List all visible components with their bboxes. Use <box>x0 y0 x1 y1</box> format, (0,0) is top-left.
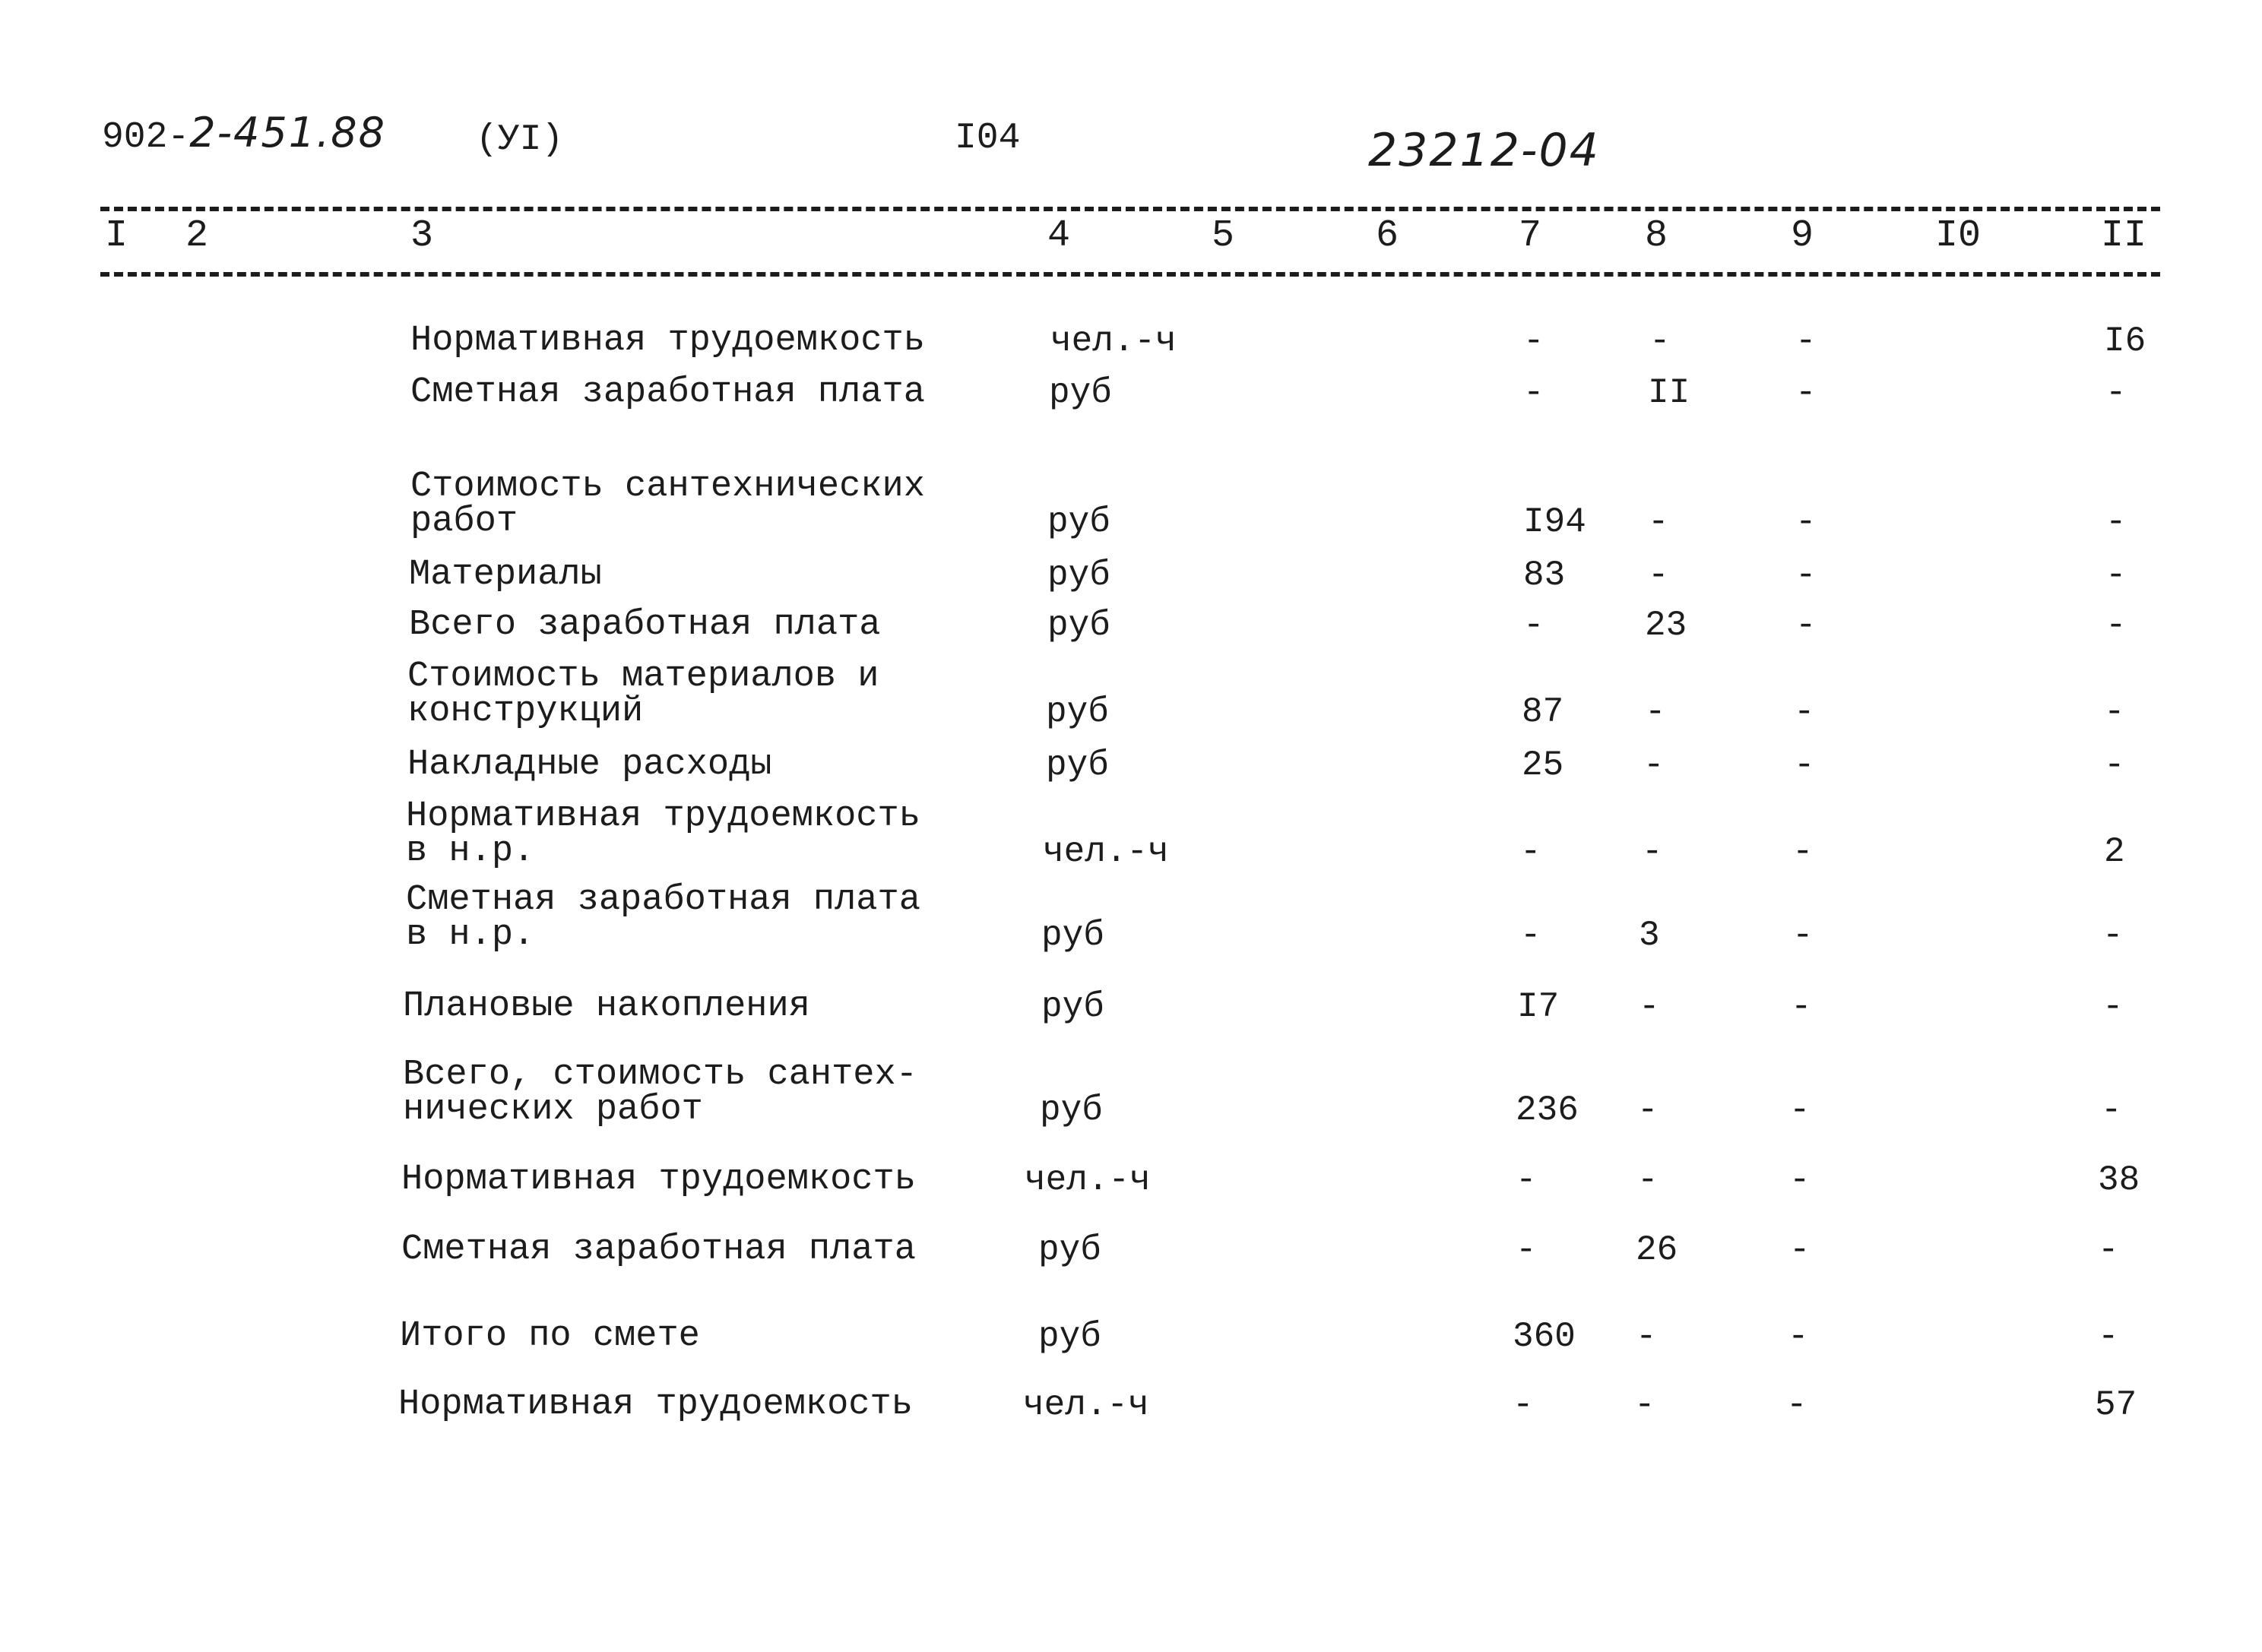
row-col8: 3 <box>1639 916 1660 955</box>
row-col11: - <box>2104 692 2125 732</box>
row-col8: II <box>1648 373 1690 413</box>
col-number-10: I0 <box>1935 214 1982 258</box>
row-col7: I7 <box>1517 987 1560 1027</box>
row-col7: - <box>1523 321 1544 361</box>
col-number-7: 7 <box>1519 214 1542 258</box>
col-number-11: II <box>2101 214 2147 258</box>
row-unit: руб <box>1040 1090 1103 1130</box>
row-unit: руб <box>1047 606 1110 645</box>
col-number-1: I <box>105 214 128 258</box>
row-col7: - <box>1520 916 1541 955</box>
row-col11: - <box>2105 606 2127 645</box>
row-name: Сметная заработная плата <box>401 1230 916 1270</box>
row-col8: 26 <box>1636 1230 1678 1270</box>
row-col9: - <box>1789 1160 1811 1200</box>
section-label: (УI) <box>476 119 564 160</box>
row-unit: чел.-ч <box>1043 832 1169 872</box>
row-col8: - <box>1643 745 1665 785</box>
row-col11: - <box>2104 745 2125 785</box>
row-col9: - <box>1789 1230 1811 1270</box>
row-col9: - <box>1795 606 1817 645</box>
row-col8: - <box>1649 321 1671 361</box>
row-col9: - <box>1786 1385 1807 1425</box>
doc-code <box>102 109 387 158</box>
row-col11: 2 <box>2104 832 2125 872</box>
table-row <box>0 1052 2262 1128</box>
table-row <box>0 740 2262 783</box>
row-name: Стоимость материалов и конструкций <box>407 657 879 732</box>
row-col11: - <box>2105 502 2127 542</box>
row-col11: I6 <box>2104 321 2146 361</box>
row-col11: - <box>2098 1317 2119 1356</box>
row-col9: - <box>1791 987 1812 1027</box>
row-col9: - <box>1795 321 1817 361</box>
row-col9: - <box>1792 916 1814 955</box>
row-col8: - <box>1636 1317 1657 1356</box>
col-number-4: 4 <box>1047 214 1071 258</box>
row-unit: руб <box>1041 916 1104 955</box>
row-col7: - <box>1516 1230 1537 1270</box>
row-col8: - <box>1634 1385 1655 1425</box>
page-number: I04 <box>955 118 1021 159</box>
table-row <box>0 456 2262 540</box>
table-row <box>0 982 2262 1027</box>
row-col8: - <box>1648 555 1669 595</box>
row-unit: руб <box>1047 502 1110 542</box>
row-name: Сметная заработная плата <box>410 372 925 413</box>
row-unit: чел.-ч <box>1023 1385 1149 1425</box>
table-row <box>0 790 2262 872</box>
row-col7: - <box>1523 373 1544 413</box>
row-col7: - <box>1513 1385 1534 1425</box>
row-unit: руб <box>1038 1230 1101 1270</box>
row-col7: 87 <box>1522 692 1564 732</box>
row-col8: - <box>1645 692 1666 732</box>
row-name: Всего заработная плата <box>409 605 881 645</box>
row-col7: 83 <box>1523 555 1566 595</box>
row-name: Материалы <box>409 555 602 595</box>
row-col9: - <box>1794 692 1815 732</box>
row-col9: - <box>1788 1317 1809 1356</box>
col-number-6: 6 <box>1376 214 1399 258</box>
row-col9: - <box>1795 502 1817 542</box>
row-col9: - <box>1795 555 1817 595</box>
row-name: Нормативная трудоемкость <box>398 1385 913 1425</box>
col-number-8: 8 <box>1645 214 1668 258</box>
col-number-2: 2 <box>185 214 209 258</box>
row-col8: 23 <box>1645 606 1687 645</box>
table-row <box>0 654 2262 732</box>
row-unit: руб <box>1046 692 1109 732</box>
col-number-3: 3 <box>410 214 434 258</box>
table-row <box>0 1155 2262 1198</box>
row-col8: - <box>1648 502 1669 542</box>
row-unit: руб <box>1046 745 1109 785</box>
table-row <box>0 1380 2262 1423</box>
row-col7: 360 <box>1513 1317 1576 1356</box>
row-col11: - <box>2101 1090 2122 1130</box>
row-name: Нормативная трудоемкость <box>410 321 925 361</box>
row-name: Плановые накопления <box>403 986 810 1027</box>
row-col8: - <box>1642 832 1663 872</box>
table-row <box>0 550 2262 593</box>
header-rule-top <box>100 207 2160 211</box>
row-col11: - <box>2102 987 2124 1027</box>
row-col11: 57 <box>2095 1385 2137 1425</box>
row-col11: - <box>2102 916 2124 955</box>
col-number-9: 9 <box>1791 214 1814 258</box>
col-number-5: 5 <box>1212 214 1235 258</box>
doc-code-printed: 902- <box>102 117 190 158</box>
row-col9: - <box>1789 1090 1811 1130</box>
row-unit: чел.-ч <box>1050 321 1177 361</box>
row-col7: - <box>1520 832 1541 872</box>
row-unit: руб <box>1038 1317 1101 1356</box>
row-unit: руб <box>1041 987 1104 1027</box>
row-col9: - <box>1795 373 1817 413</box>
row-col11: - <box>2105 373 2127 413</box>
table-row <box>0 371 2262 413</box>
row-name: Итого по смете <box>400 1316 700 1356</box>
row-name: Нормативная трудоемкость <box>401 1160 916 1200</box>
row-col9: - <box>1792 832 1814 872</box>
row-name: Стоимость сантехнических работ <box>410 467 925 542</box>
row-col8: - <box>1639 987 1660 1027</box>
row-name: Нормативная трудоемкость в н.р. <box>406 796 920 872</box>
row-name: Накладные расходы <box>407 745 772 785</box>
row-col11: - <box>2105 555 2127 595</box>
row-col7: 236 <box>1516 1090 1579 1130</box>
table-row <box>0 600 2262 643</box>
row-col8: - <box>1637 1090 1658 1130</box>
table-row <box>0 319 2262 359</box>
row-col7: I94 <box>1523 502 1586 542</box>
table-row <box>0 1312 2262 1354</box>
row-col7: - <box>1516 1160 1537 1200</box>
table-row <box>0 1225 2262 1270</box>
row-col9: - <box>1794 745 1815 785</box>
row-col11: - <box>2098 1230 2119 1270</box>
row-unit: руб <box>1049 373 1112 413</box>
header-rule-bottom <box>100 272 2160 277</box>
row-unit: чел.-ч <box>1025 1160 1151 1200</box>
row-col11: 38 <box>2098 1160 2140 1200</box>
stamp-number: 23212-04 <box>1368 124 1600 177</box>
row-col7: - <box>1523 606 1544 645</box>
row-unit: руб <box>1047 555 1110 595</box>
row-col7: 25 <box>1522 745 1564 785</box>
row-name: Всего, стоимость сантех- нических работ <box>403 1055 917 1130</box>
table-row <box>0 877 2262 953</box>
row-col8: - <box>1637 1160 1658 1200</box>
row-name: Сметная заработная плата в н.р. <box>406 880 920 955</box>
doc-code-handwritten: 2-451.88 <box>189 109 387 157</box>
